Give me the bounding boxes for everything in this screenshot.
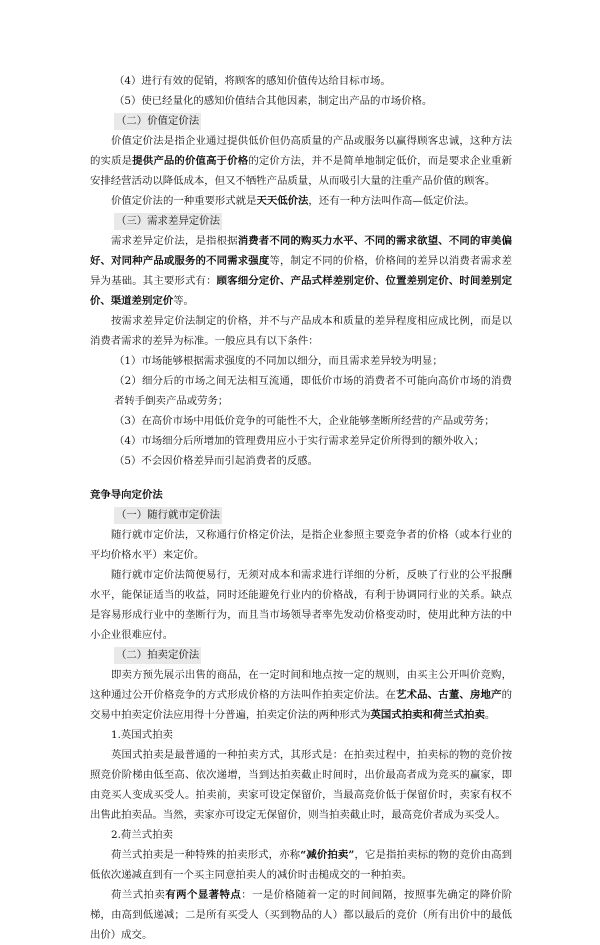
section-heading — [90, 111, 512, 131]
emphasis: 艺术品、古董、房地产 — [396, 689, 502, 701]
list-item: （1）市场能够根据需求强度的不同加以细分，而且需求差异较为明显； — [114, 355, 443, 367]
paragraph: 价值定价法是指企业通过提供低价但仍高质量的产品或服务以赢得顾客忠诚，这种方法的实质是提供产品的价值高于价格的定价方法，并不是简单地制定低价，而是要求企业重新安排经营活动以降低成本，但又不牺牲产品质量，从而吸引大量的注重产品价值的顾客。 — [90, 135, 512, 187]
paragraph: 价值定价法的一种重要形式就是天天低价法，还有一种方法叫作高—低定价法。 — [111, 195, 475, 207]
paragraph: 需求差异定价法，是指根据消费者不同的购买力水平、不同的需求欲望、不同的审美偏好、对同种产品或服务的不同需求强度等，制定不同的价格，价格间的差异以消费者需求差异为基础。其主要形式有：顾客细分定价、产品式样差别定价、位置差别定价、时间差别定价、渠道差别定价等。 — [90, 235, 513, 307]
list-item: （5）不会因价格差异而引起消费者的反感。 — [114, 455, 319, 467]
paragraph: 按需求差异定价法制定的价格，并不与产品成本和质量的差异程度相应成比例，而是以消费者需求的差异为标准。一般应具有以下条件： — [90, 315, 512, 347]
section-heading — [90, 645, 512, 665]
subsection-heading: 1.英国式拍卖 — [111, 729, 173, 741]
section-label: （二）拍卖定价法 — [114, 647, 201, 664]
section-heading — [90, 211, 512, 231]
list-item: （5）使已经量化的感知价值结合其他因素，制定出产品的市场价格。 — [114, 95, 433, 107]
paragraph: 荷兰式拍卖是一种特殊的拍卖形式，亦称“减价拍卖”，它是指拍卖标的物的竞价由高到低依次递减直到有一个买主同意拍卖人的减价时击槌成交的一种拍卖。 — [90, 849, 513, 881]
paragraph: 英国式拍卖是最普通的一种拍卖方式，其形式是：在拍卖过程中，拍卖标的物的竞价按照竞价阶梯由低至高、依次递增，当到达拍卖截止时间时，出价最高者成为竞买的赢家，即由竞买人变成买受人。拍卖前，卖家可设定保留价，当最高竞价低于保留价时，卖家有权不出售此拍卖品。当然，卖家亦可设定无保留价，则当拍卖截止时，最高竞价者成为买受人。 — [90, 749, 512, 821]
emphasis: 天天低价法 — [256, 195, 309, 207]
emphasis: 提供产品的价值高于价格 — [132, 155, 249, 167]
paragraph: 即卖方预先展示出售的商品，在一定时间和地点按一定的规则，由买主公开叫价竞购，这种通过公开价格竞争的方式形成价格的方法叫作拍卖定价法。在艺术品、古董、房地产的交易中拍卖定价法应用得十分普遍，拍卖定价法的两种形式为英国式拍卖和荷兰式拍卖。 — [90, 669, 513, 721]
emphasis: 顾客细分定价、产品式样差别定价、位置差别定价、时间差别定价、渠道差别定价 — [90, 275, 513, 307]
spacer — [90, 471, 512, 485]
subsection-heading: 2.荷兰式拍卖 — [111, 829, 173, 841]
emphasis: 消费者不同的购买力水平、不同的需求欲望、不同的审美偏好、对同种产品或服务的不同需求强度 — [90, 235, 513, 267]
section-label: （一）随行就市定价法 — [114, 507, 222, 524]
emphasis: 英国式拍卖和荷兰式拍卖 — [370, 709, 485, 721]
paragraph: 荷兰式拍卖有两个显著特点：一是价格随着一定的时间间隔，按照事先确定的降价阶梯，由高到低递减；二是所有买受人（买到物品的人）都以最后的竞价（所有出价中的最低出价）成交。 — [90, 889, 513, 941]
list-item: （4）市场细分后所增加的管理费用应小于实行需求差异定价所得到的额外收入； — [114, 435, 485, 447]
list-item: （4）进行有效的促销，将顾客的感知价值传达给目标市场。 — [114, 75, 391, 87]
document-body — [90, 71, 512, 945]
paragraph: 随行就市定价法，又称通行价格定价法，是指企业参照主要竞争者的价格（或本行业的平均价格水平）来定价。 — [90, 529, 512, 561]
list-item: （2）细分后的市场之间无法相互流通，即低价市场的消费者不可能向高价市场的消费者转手倒卖产品或劳务； — [114, 375, 512, 407]
section-label: （三）需求差异定价法 — [114, 213, 222, 230]
emphasis: 有两个显著特点 — [165, 889, 242, 901]
section-label: （二）价值定价法 — [114, 113, 201, 130]
chapter-heading: 竞争导向定价法 — [90, 489, 163, 501]
emphasis: “减价拍卖” — [300, 849, 355, 861]
paragraph: 随行就市定价法简便易行，无须对成本和需求进行详细的分析，反映了行业的公平报酬水平，能保证适当的收益，同时还能避免行业内的价格战，有利于协调同行业的关系。缺点是容易形成行业中的垄断行为，而且当市场领导者率先发动价格变动时，使用此种方法的中小企业很难应付。 — [90, 569, 512, 641]
section-heading — [90, 505, 512, 525]
list-item: （3）在高价市场中用低价竞争的可能性不大，企业能够垄断所经营的产品或劳务； — [114, 415, 495, 427]
